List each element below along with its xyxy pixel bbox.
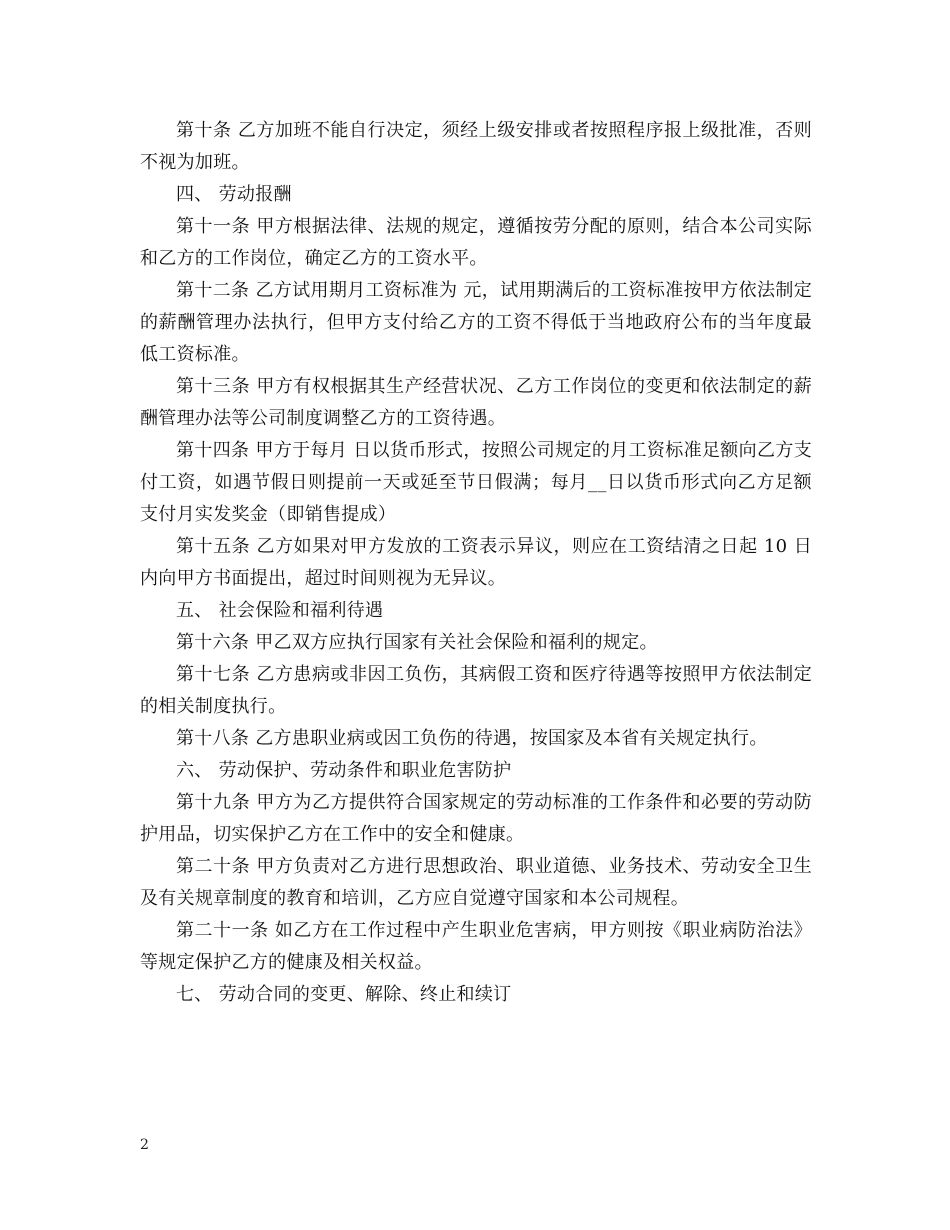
page-number: 2 xyxy=(140,1137,149,1153)
section-heading-6: 六、 劳动保护、劳动条件和职业危害防护 xyxy=(176,760,512,781)
section-heading-5: 五、 社会保险和福利待遇 xyxy=(176,600,384,621)
article-15: 第十五条 乙方如果对甲方发放的工资表示异议，则应在工资结清之日起 10 日内向甲方书面提出，超过时间则视为无异议。 xyxy=(140,536,812,589)
article-14: 第十四条 甲方于每月 日以货币形式，按照公司规定的月工资标准足额向乙方支付工资，如遇节假日则提前一天或延至节日假满；每月__日以货币形式向乙方足额支付月实发奖金（即销售提成） xyxy=(140,440,812,525)
article-18: 第十八条 乙方患职业病或因工负伤的待遇，按国家及本省有关规定执行。 xyxy=(176,728,768,749)
article-11: 第十一条 甲方根据法律、法规的规定，遵循按劳分配的原则，结合本公司实际和乙方的工作岗位，确定乙方的工资水平。 xyxy=(140,216,812,269)
document-body xyxy=(140,115,812,1011)
article-20: 第二十条 甲方负责对乙方进行思想政治、职业道德、业务技术、劳动安全卫生及有关规章制度的教育和培训，乙方应自觉遵守国家和本公司规程。 xyxy=(140,856,812,909)
article-16: 第十六条 甲乙双方应执行国家有关社会保险和福利的规定。 xyxy=(176,632,658,653)
section-heading-7: 七、 劳动合同的变更、解除、终止和续订 xyxy=(176,984,512,1005)
article-17: 第十七条 乙方患病或非因工负伤，其病假工资和医疗待遇等按照甲方依法制定的相关制度执行。 xyxy=(140,664,812,717)
section-heading-4: 四、 劳动报酬 xyxy=(176,184,292,205)
article-12: 第十二条 乙方试用期月工资标准为 元，试用期满后的工资标准按甲方依法制定的薪酬管理办法执行，但甲方支付给乙方的工资不得低于当地政府公布的当年度最低工资标准。 xyxy=(140,280,812,365)
article-10: 第十条 乙方加班不能自行决定，须经上级安排或者按照程序报上级批准，否则不视为加班。 xyxy=(140,120,812,173)
article-13: 第十三条 甲方有权根据其生产经营状况、乙方工作岗位的变更和依法制定的薪酬管理办法等公司制度调整乙方的工资待遇。 xyxy=(140,376,812,429)
article-21: 第二十一条 如乙方在工作过程中产生职业危害病，甲方则按《职业病防治法》等规定保护乙方的健康及相关权益。 xyxy=(140,920,812,973)
article-19: 第十九条 甲方为乙方提供符合国家规定的劳动标准的工作条件和必要的劳动防护用品，切实保护乙方在工作中的安全和健康。 xyxy=(140,792,812,845)
